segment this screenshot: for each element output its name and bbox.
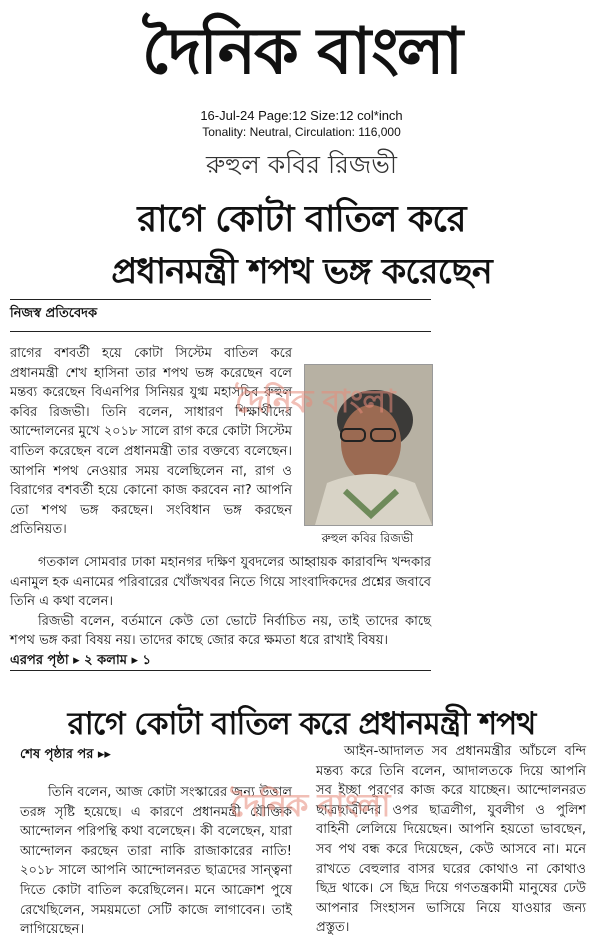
watermark-logo-2: দৈনিক বাংলা bbox=[230, 786, 390, 824]
watermark-logo: দৈনিক বাংলা bbox=[235, 382, 395, 420]
continuation-right-text: আইন-আদালত সব প্রধানমন্ত্রীর আঁচলে বন্দি মন্তব্য করে তিনি বলেন, আদালতকে দিয়ে আপনি সব ইচ্ছা পূরণের কাজ করে যাচ্ছেন। আন্দোলনরত ছাত্রছাত্রীদের ওপর ছাত্রলীগ, যুবলীগ ও পুলিশ বাহিনী লেলিয়ে দিয়েছেন। আপনি হয়তো ভাবছেন, সব পথ বন্ধ করে দিয়েছেন, কেউ আসবে না। মনে রাখতে বেহুলার বাসর ঘরের কোথাও না কোথাও ছিদ্র থাকে। সে ছিদ্র দিয়ে গণতন্ত্রকামী মানুষের ঢেউ আপনার সিংহাসন ভাসিয়ে নিয়ে যাওয়ার জন্য প্রস্তুত। bbox=[316, 744, 586, 936]
section-rule bbox=[10, 670, 431, 671]
top-rule bbox=[10, 299, 431, 300]
headline-line-1: রাগে কোটা বাতিল করে bbox=[137, 198, 466, 240]
correspondent-label: নিজস্ব প্রতিবেদক bbox=[10, 306, 98, 321]
clip-info: 16-Jul-24 Page:12 Size:12 col*inch bbox=[200, 108, 403, 123]
continuation-right-column bbox=[316, 742, 586, 938]
headline-line-2: প্রধানমন্ত্রী শপথ ভঙ্গ করেছেন bbox=[111, 251, 492, 292]
top-byline: রুহুল কবির রিজভী bbox=[205, 150, 398, 179]
correspondent-rule bbox=[10, 331, 431, 332]
clip-stats: Tonality: Neutral, Circulation: 116,000 bbox=[202, 125, 401, 139]
paragraph-3: রিজভী বলেন, বর্তমানে কেউ তো ভোটে নির্বাচিত নয়, তাই তাদের কাছে শপথ ভঙ্গ করা বিষয় নয়। তাদের কাছে জোর করে ক্ষমতা ধরে রাখাই বিষয়। bbox=[10, 613, 432, 649]
intro-text: রাগের বশবর্তী হয়ে কোটা সিস্টেম বাতিল করে প্রধানমন্ত্রী শেখ হাসিনা তার শপথ ভঙ্গ করেছেন বলে মন্তব্য করেছেন বিএনপির সিনিয়র যুগ্ম মহাসচিব রুহুল কবির রিজভী। তিনি বলেন, সাধারণ শিক্ষার্থীদের আন্দোলনের মুখে ২০১৮ সালে রাগ করে কোটা সিস্টেম বাতিল করেছেন বলে প্রধানমন্ত্রী তার বক্তব্যে বলেছেন। আপনি শপথ নেওয়ার সময় বলেছিলেন না, রাগ ও বিরাগের বশবর্তী হয়ে কোনো কাজ করবেন না? আপনি তো শপথ ভঙ্গ করছেন। সংবিধান ভঙ্গ করছেন প্রতিনিয়ত। bbox=[10, 346, 292, 538]
continued-note: এরপর পৃষ্ঠা ▸ ২ কলাম ▸ ১ bbox=[10, 653, 151, 668]
continuation-left-text: তিনি বলেন, আজ কোটা সংস্কারের জন্য উত্তাল তরঙ্গ সৃষ্টি হয়েছে। এ কারণে প্রধানমন্ত্রী যৌক্তিক আন্দোলন পরিপন্থি কথা বলেছেন। কী বলেছেন, যারা আন্দোলন করছেন তারা নাকি রাজাকারের নাতি! ২০১৮ সালে আপনি আন্দোলনরত ছাত্রদের সান্ত্বনা দিতে কোটা বাতিল করেছিলেন। মনে আক্রোশ পুষে রেখেছিলেন, সময়মতো সেটি কাজে লাগাবেন। তাই লাগিয়েছেন। bbox=[20, 785, 292, 938]
back-page-note: শেষ পৃষ্ঠার পর ▸▸ bbox=[20, 747, 111, 762]
intro-paragraph bbox=[10, 344, 292, 540]
masthead-logo: দৈনিক বাংলা bbox=[141, 15, 462, 89]
photo-caption: রুহুল কবির রিজভী bbox=[321, 531, 414, 545]
paragraph-2: গতকাল সোমবার ঢাকা মহানগর দক্ষিণ যুবদলের আহ্বায়ক কারাবন্দি খন্দকার এনামুল হক এনামের পরিবারের খোঁজখবর নিতে গিয়ে সাংবাদিকদের প্রশ্নের জবাবে তিনি এ কথা বলেন। bbox=[10, 555, 431, 610]
continuation-headline: রাগে কোটা বাতিল করে প্রধানমন্ত্রী শপথ bbox=[67, 706, 536, 742]
body-paragraphs bbox=[10, 553, 431, 651]
